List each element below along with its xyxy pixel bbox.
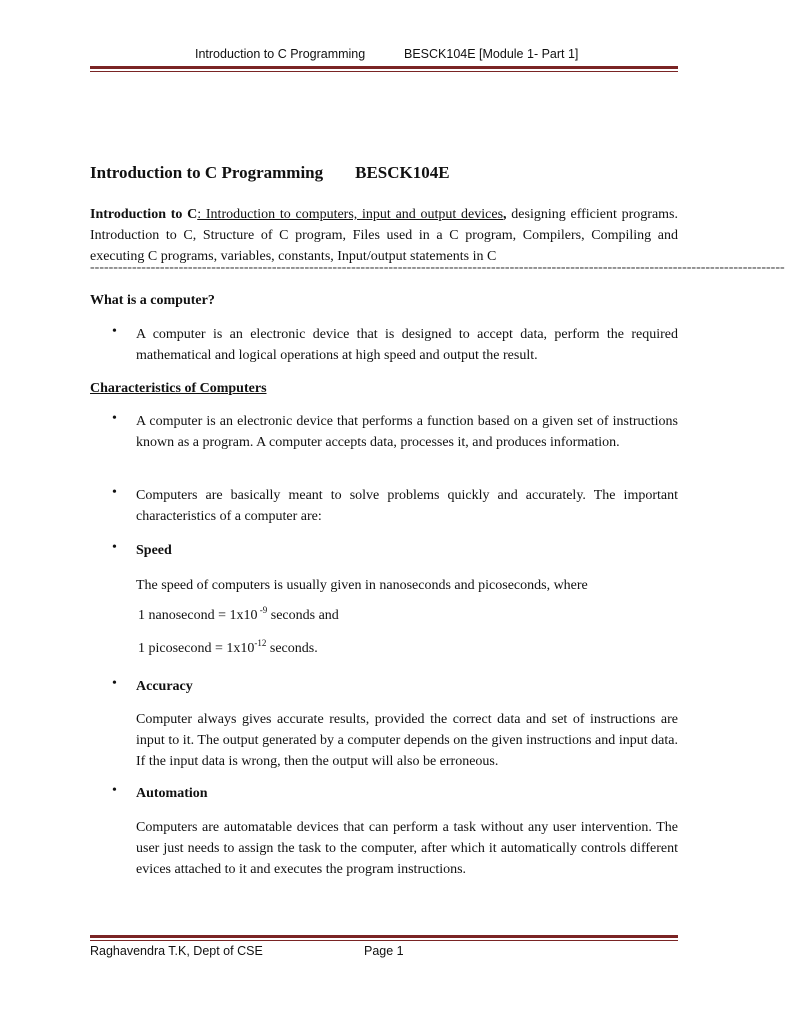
characteristics-bullet-1: A computer is an electronic device that performs a function based on a given set of instructions known as a program. A computer accepts data, processes it, and produces information.	[136, 414, 678, 450]
characteristics-bullet-2: Computers are basically meant to solve problems quickly and accurately. The important characteristics of a computer are:	[136, 488, 678, 524]
bullet-marker: •	[112, 411, 117, 426]
bullet-marker: •	[112, 324, 117, 339]
what-is-bullet: A computer is an electronic device that is designed to accept data, perform the required mathematical and logical operations at high speed and output the result.	[136, 327, 678, 363]
document-title	[90, 163, 450, 183]
bullet-marker: •	[112, 783, 117, 798]
nanosecond-line: 1 nanosecond = 1x10 $^{-9}$ seconds and	[138, 605, 339, 623]
intro-separator: -----------------------------------------------------------------------------------------------------------------------------------------------------	[90, 260, 785, 275]
accuracy-text: Computer always gives accurate results, provided the correct data and set of instructions are input to it. The output generated by a computer depends on the given instructions and input data. If the input data is wrong, then the output will also be erroneous.	[136, 712, 678, 769]
header-course-title: Introduction to C Programming	[195, 47, 366, 61]
bullet-marker: •	[112, 485, 117, 500]
intro-underlined: : Introduction to computers, input and output devices	[197, 207, 504, 222]
intro-label: Introduction to C	[90, 207, 198, 222]
footer-page-number: Page 1	[364, 944, 404, 958]
intro-paragraph: Introduction to C: Introduction to computers, input and output devices, designing efficient programs. Introduction to C, Structure of C program, Files used in a C program, Compilers, Compiling and executing C programs, variables, constants, Input/output statements in C	[90, 207, 678, 264]
automation-heading: Automation	[136, 786, 208, 801]
header-module-code: BESCK104E [Module 1- Part 1]	[404, 47, 579, 61]
bullet-marker: •	[112, 540, 117, 555]
what-is-heading: What is a computer?	[90, 293, 215, 308]
speed-text: The speed of computers is usually given in nanoseconds and picoseconds, where	[136, 578, 588, 593]
picosecond-line: 1 picosecond = $1x10^{-12}$ seconds.	[138, 638, 318, 656]
title-code: BESCK104E	[355, 163, 450, 182]
accuracy-heading: Accuracy	[136, 679, 193, 694]
footer-author: Raghavendra T.K, Dept of CSE	[90, 944, 263, 958]
header-rule	[90, 66, 678, 72]
title-name: Introduction to C Programming	[90, 163, 324, 182]
bullet-marker: •	[112, 676, 117, 691]
characteristics-heading: Characteristics of Computers	[90, 381, 267, 396]
automation-text: Computers are automatable devices that can perform a task without any user intervention. The user just needs to assign the task to the computer, after which it automatically controls different evices attached to it and executes the program instructions.	[136, 820, 678, 877]
footer-rule	[90, 935, 678, 941]
intro-rest: designing efficient programs. Introduction to C, Structure of C program, Files used in a C program, Compilers, Compiling and executing C programs, variables, constants, Input/output statements in C	[90, 207, 678, 264]
speed-heading: Speed	[136, 543, 172, 558]
